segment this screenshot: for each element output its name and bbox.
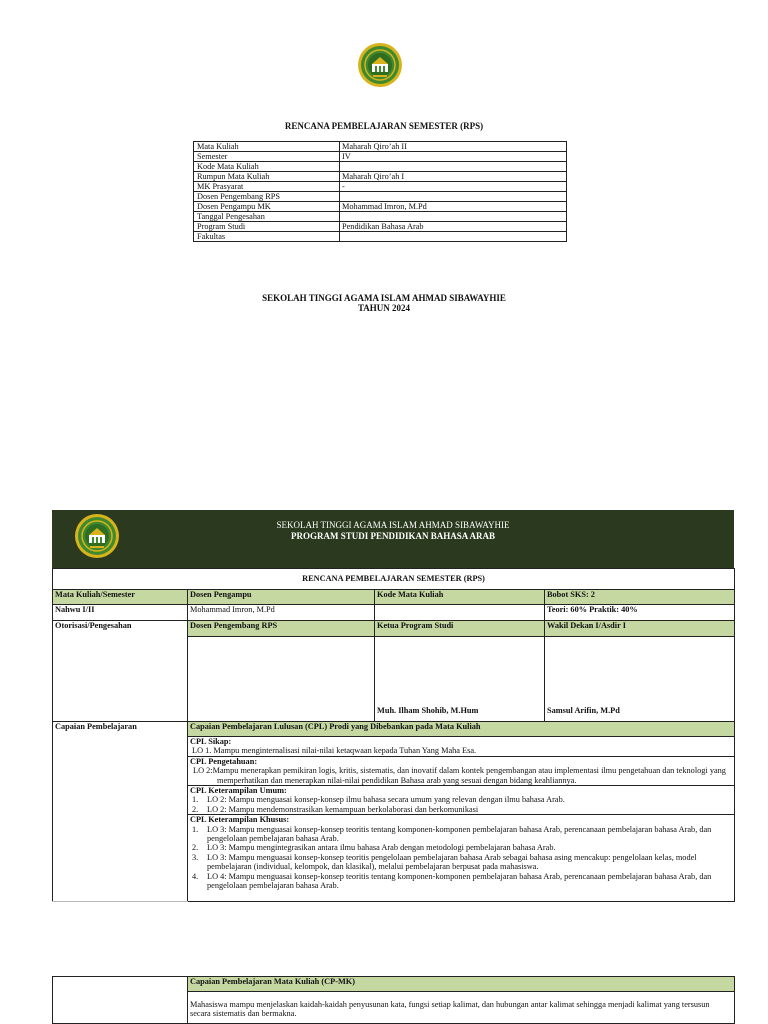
cover-title: RENCANA PEMBELAJARAN SEMESTER (RPS) (284, 121, 484, 131)
cpl-pengetahuan-item: LO 2:Mampu menerapkan pemikiran logis, kritis, sistematis, dan inovatif dalam kontek pengembangan atau implementasi ilmu pengetahuan dan teknologi yang memperhatikan dan menerapkan nilai-nilai pendidikan Bahasa arab yang sesuai dengan bidang keahliannya. (193, 766, 726, 785)
developer-signature (188, 637, 375, 722)
info-value (340, 162, 567, 172)
banner-institution: SEKOLAH TINGGI AGAMA ISLAM AHMAD SIBAWAYHIE (276, 520, 510, 530)
info-value: Maharah Qiro’ah I (340, 172, 567, 182)
info-value: - (340, 182, 567, 192)
header-vice-dean: Wakil Dekan I/Asdir I (545, 621, 735, 637)
list-number: 3. (192, 852, 199, 862)
header-course-code: Kode Mata Kuliah (375, 590, 545, 605)
info-value (340, 232, 567, 242)
cpl-umum-list (190, 795, 732, 814)
list-number: 2. (192, 843, 199, 853)
info-label: Rumpun Mata Kuliah (194, 172, 340, 182)
cpl-list-item (190, 795, 732, 804)
banner-logo (74, 513, 120, 559)
info-row (194, 232, 567, 242)
cpl-khusus-section: CPL Keterampilan Khusus: 1. LO 3: Mampu menguasai konsep-konsep teoritis tentang komponen-komponen pembelajaran bahasa Arab, perencanaan pembelajaran bahasa Arab, dan pengelolaan pembelajaran bahasa Arab. 2. LO 3: Mampu mengintegrasikan antara ilmu bahasa Arab dengan metodologi pembelajaran bahasa Arab. 3. LO 3: Mampu menguasai konsep-konsep teoritis pengelolaan pembelajaran bahasa Arab sebagai bahasa asing mencakup: pengelolaan kelas, model pembelajaran (individual, kelompok, dan klasikal), melalui pembelajaran berpusat pada mahasiswa. 4. LO 4: Mampu menguasai konsep-konsep teoritis tentang komponen-komponen pembelajaran bahasa Arab, perencanaan pembelajaran bahasa Arab, dan pengelolaan pembelajaran bahasa Arab. (188, 815, 735, 901)
cpl-list-item (190, 825, 732, 844)
cpmk-text: Mahasiswa mampu menjelaskan kaidah-kaidah penyusunan kata, fungsi setiap kalimat, dan hubungan antar kalimat sehingga menjadi kalimat yang tersusun secara sistematis dan bermakna. (188, 992, 735, 1024)
info-row (194, 152, 567, 162)
header-rps-developer: Dosen Pengembang RPS (188, 621, 375, 637)
cpl-sikap-section: CPL Sikap: LO 1. Mampu menginternalisasi nilai-nilai ketaqwaan kepada Tuhan Yang Maha Esa. (188, 737, 735, 757)
info-value: Mohammad Imron, M.Pd (340, 202, 567, 212)
banner-program: PROGRAM STUDI PENDIDIKAN BAHASA ARAB (290, 531, 496, 541)
cpl-khusus-title: CPL Keterampilan Khusus (190, 815, 287, 825)
list-text: LO 2: Mampu menguasai konsep-konsep ilmu bahasa secara umum yang relevan dengan ilmu bahasa Arab. (207, 795, 565, 805)
list-text: LO 3: Mampu menguasai konsep-konsep teoritis pengelolaan pembelajaran bahasa Arab sebagai bahasa asing mencakup: pengelolaan kelas, model pembelajaran (individual, kelompok, dan klasikal), melalui pembelajaran berpusat pada mahasiswa. (207, 852, 697, 872)
program-head-signature: Muh. Ilham Shohib, M.Hum (375, 637, 545, 722)
info-label: Dosen Pengembang RPS (194, 192, 340, 202)
list-number: 4. (192, 871, 199, 881)
outcomes-label: Capaian Pembelajaran (53, 722, 188, 902)
rps-title: RENCANA PEMBELAJARAN SEMESTER (RPS) (53, 569, 735, 590)
info-value: IV (340, 152, 567, 162)
info-label: Mata Kuliah (194, 142, 340, 152)
cover-year: TAHUN 2024 (357, 303, 411, 313)
cpl-umum-section: CPL Keterampilan Umum: 1. LO 2: Mampu menguasai konsep-konsep ilmu bahasa secara umum yang relevan dengan ilmu bahasa Arab. 2. LO 2: Mampu mendemonstrasikan kemampuan berkolaborasi dan berkomunikasi (188, 786, 735, 815)
list-number: 1. (192, 795, 199, 805)
header-course-semester: Mata Kuliah/Semester (53, 590, 188, 605)
cpl-list-item (190, 853, 732, 872)
info-value: Maharah Qiro’ah II (340, 142, 567, 152)
course-semester-value: Nahwu I/II (53, 605, 188, 621)
rps-table (52, 568, 735, 902)
cpl-list-item (190, 843, 732, 852)
info-value (340, 212, 567, 222)
lecturer-value: Mohammad Imron, M.Pd (188, 605, 375, 621)
vice-dean-signature: Samsul Arifin, M.Pd (545, 637, 735, 722)
info-label: Semester (194, 152, 340, 162)
approval-label: Otorisasi/Pengesahan (53, 621, 188, 722)
info-label: MK Prasyarat (194, 182, 340, 192)
info-row (194, 172, 567, 182)
info-row (194, 222, 567, 232)
list-text: LO 4: Mampu menguasai konsep-konsep teoritis tentang komponen-komponen pembelajaran bahasa Arab, perencanaan pembelajaran bahasa Arab, dan pengelolaan pembelajaran bahasa Arab. (207, 871, 712, 891)
institution-banner (52, 510, 734, 568)
cpmk-label-cell (53, 977, 188, 1024)
info-row (194, 192, 567, 202)
header-program-head: Ketua Program Studi (375, 621, 545, 637)
info-label: Tanggal Pengesahan (194, 212, 340, 222)
institution-logo (357, 42, 403, 88)
info-row (194, 202, 567, 212)
cpl-pengetahuan-section: CPL Pengetahuan: LO 2:Mampu menerapkan pemikiran logis, kritis, sistematis, dan inovatif dalam kontek pengembangan atau implementasi ilmu pengetahuan dan teknologi yang memperhatikan dan menerapkan nilai-nilai pendidikan Bahasa arab yang sesuai dengan bidang keahliannya. (188, 756, 735, 785)
info-label: Dosen Pengampu MK (194, 202, 340, 212)
info-label: Fakultas (194, 232, 340, 242)
course-info-table (193, 141, 567, 242)
list-text: LO 3: Mampu menguasai konsep-konsep teoritis tentang komponen-komponen pembelajaran bahasa Arab, perencanaan pembelajaran bahasa Arab, dan pengelolaan pembelajaran bahasa Arab. (207, 824, 712, 844)
info-row (194, 212, 567, 222)
cpl-header: Capaian Pembelajaran Lulusan (CPL) Prodi yang Dibebankan pada Mata Kuliah (188, 722, 735, 737)
cpl-sikap-title: CPL Sikap (190, 737, 229, 746)
list-text: LO 3: Mampu mengintegrasikan antara ilmu bahasa Arab dengan metodologi pembelajaran bahasa Arab. (207, 843, 556, 853)
cpmk-header: Capaian Pembelajaran Mata Kuliah (CP-MK) (188, 977, 735, 992)
info-value (340, 192, 567, 202)
cpl-umum-title: CPL Keterampilan Umum (190, 786, 285, 796)
info-label: Kode Mata Kuliah (194, 162, 340, 172)
info-row (194, 162, 567, 172)
cpl-list-item (190, 872, 732, 891)
info-row (194, 182, 567, 192)
cpl-sikap-item: LO 1. Mampu menginternalisasi nilai-nilai ketaqwaan kepada Tuhan Yang Maha Esa. (192, 746, 477, 756)
cover-institution: SEKOLAH TINGGI AGAMA ISLAM AHMAD SIBAWAYHIE (262, 293, 506, 303)
cpl-pengetahuan-title: CPL Pengetahuan (190, 756, 255, 766)
cpmk-table (52, 976, 735, 1024)
cpl-list-item (190, 805, 732, 814)
list-number: 2. (192, 804, 199, 814)
header-lecturer: Dosen Pengampu (188, 590, 375, 605)
list-text: LO 2: Mampu mendemonstrasikan kemampuan berkolaborasi dan berkomunikasi (207, 804, 479, 814)
course-code-value (375, 605, 545, 621)
credits-split-value: Teori: 60% Praktik: 40% (545, 605, 735, 621)
info-row (194, 142, 567, 152)
info-value: Pendidikan Bahasa Arab (340, 222, 567, 232)
cpl-khusus-list (190, 825, 732, 891)
list-number: 1. (192, 824, 199, 834)
header-credits: Bobot SKS: 2 (545, 590, 735, 605)
info-label: Program Studi (194, 222, 340, 232)
